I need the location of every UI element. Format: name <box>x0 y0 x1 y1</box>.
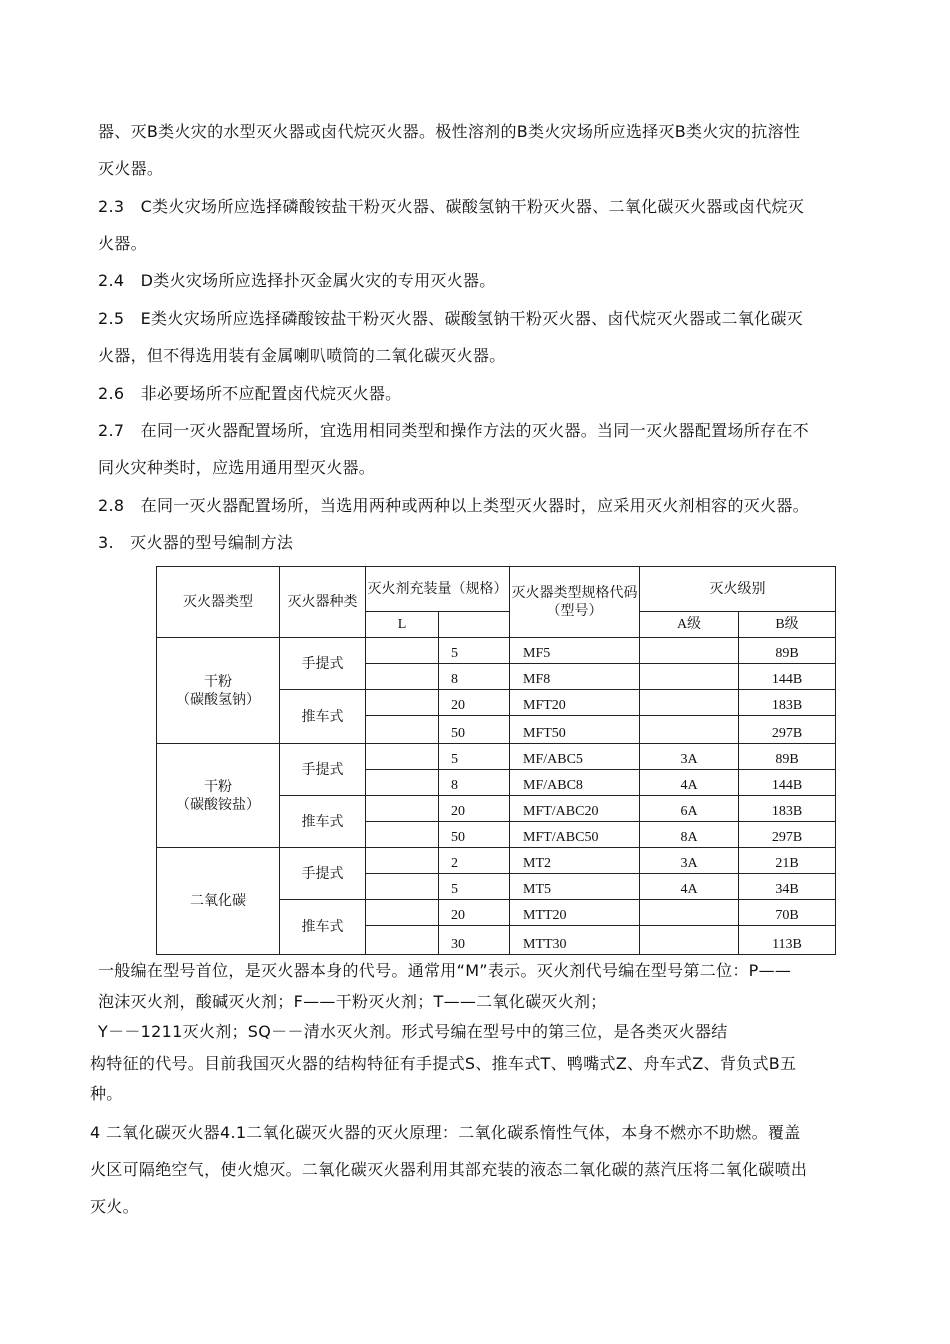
cell-b: 297B <box>739 716 836 744</box>
header-code: 灭火器类型规格代码（型号） <box>510 567 640 638</box>
cell-kg: 50 <box>439 716 510 744</box>
cell-code: MFT20 <box>510 690 640 716</box>
header-level-a: A级 <box>640 612 739 638</box>
paragraph-line: 构特征的代号。目前我国灭火器的结构特征有手提式S、推车式T、鸭嘴式Z、舟车式Z、背负式B五 <box>90 1054 797 1073</box>
group-cell <box>157 744 280 848</box>
cell-a: 6A <box>640 796 739 822</box>
cell-kg: 8 <box>439 770 510 796</box>
cell-kg: 20 <box>439 900 510 926</box>
cell-l <box>366 926 439 955</box>
header-level-b: B级 <box>739 612 836 638</box>
paragraph-line: 种。 <box>90 1084 123 1103</box>
kind-cell: 手提式 <box>280 744 366 796</box>
cell-a: 8A <box>640 822 739 848</box>
cell-b: 89B <box>739 744 836 770</box>
cell-a <box>640 716 739 744</box>
paragraph-line: 同火灾种类时，应选用通用型灭火器。 <box>98 458 376 477</box>
paragraph-line: 4 二氧化碳灭火器4.1二氧化碳灭火器的灭火原理：二氧化碳系惰性气体，本身不燃亦不助燃。覆盖 <box>90 1123 801 1142</box>
cell-kg: 8 <box>439 664 510 690</box>
paragraph-line: 2.7 在同一灭火器配置场所，宜选用相同类型和操作方法的灭火器。当同一灭火器配置场所存在不 <box>98 421 809 440</box>
group-sub: （碳酸铵盐） <box>176 796 260 813</box>
kind-cell: 推车式 <box>280 900 366 955</box>
cell-l <box>366 716 439 744</box>
paragraph-line: 火区可隔绝空气，使火熄灭。二氧化碳灭火器利用其部充装的液态二氧化碳的蒸汽压将二氧化碳喷出 <box>90 1160 808 1179</box>
paragraph-line: 2.3 C类火灾场所应选择磷酸铵盐干粉灭火器、碳酸氢钠干粉灭火器、二氧化碳灭火器或卤代烷灭 <box>98 197 805 216</box>
cell-kg: 5 <box>439 874 510 900</box>
cell-code: MF8 <box>510 664 640 690</box>
cell-b: 21B <box>739 848 836 874</box>
cell-a: 3A <box>640 744 739 770</box>
cell-kg: 20 <box>439 690 510 716</box>
cell-code: MTT20 <box>510 900 640 926</box>
paragraph-line: 2.6 非必要场所不应配置卤代烷灭火器。 <box>98 384 402 403</box>
paragraph-line: 泡沫灭火剂，酸碱灭火剂；F——干粉灭火剂；T——二氧化碳灭火剂； <box>98 992 607 1011</box>
header-unit-l: L <box>366 612 439 638</box>
extinguisher-model-table <box>156 566 836 955</box>
cell-b: 70B <box>739 900 836 926</box>
cell-b: 297B <box>739 822 836 848</box>
cell-kg: 5 <box>439 744 510 770</box>
header-kind: 灭火器种类 <box>280 567 366 638</box>
paragraph-line: 2.8 在同一灭火器配置场所，当选用两种或两种以上类型灭火器时，应采用灭火剂相容的灭火器。 <box>98 496 809 515</box>
cell-l <box>366 848 439 874</box>
paragraph-line: 2.4 D类火灾场所应选择扑灭金属火灾的专用灭火器。 <box>98 271 496 290</box>
cell-b: 144B <box>739 664 836 690</box>
cell-a <box>640 690 739 716</box>
header-type: 灭火器类型 <box>157 567 280 638</box>
cell-a <box>640 926 739 955</box>
cell-b: 183B <box>739 690 836 716</box>
cell-l <box>366 690 439 716</box>
header-unit-kg <box>439 612 510 638</box>
cell-l <box>366 796 439 822</box>
cell-l <box>366 638 439 664</box>
group-name: 干粉 <box>204 673 232 690</box>
paragraph-line: 2.5 E类火灾场所应选择磷酸铵盐干粉灭火器、碳酸氢钠干粉灭火器、卤代烷灭火器或二氧化碳灭 <box>98 309 804 328</box>
cell-l <box>366 900 439 926</box>
paragraph-line: 器、灭B类火灾的水型灭火器或卤代烷灭火器。极性溶剂的B类火灾场所应选择灭B类火灾的抗溶性 <box>98 122 801 141</box>
paragraph-line: 灭火器。 <box>98 159 164 178</box>
cell-a <box>640 638 739 664</box>
cell-a: 4A <box>640 770 739 796</box>
cell-code: MFT/ABC50 <box>510 822 640 848</box>
cell-b: 34B <box>739 874 836 900</box>
header-amount: 灭火剂充装量（规格） <box>366 567 510 612</box>
cell-a: 4A <box>640 874 739 900</box>
cell-b: 183B <box>739 796 836 822</box>
group-name: 干粉 <box>204 778 232 795</box>
cell-kg: 5 <box>439 638 510 664</box>
cell-code: MTT30 <box>510 926 640 955</box>
kind-cell: 手提式 <box>280 638 366 690</box>
cell-a: 3A <box>640 848 739 874</box>
kind-cell: 手提式 <box>280 848 366 900</box>
paragraph-line: 火器，但不得选用装有金属喇叭喷筒的二氧化碳灭火器。 <box>98 346 506 365</box>
cell-b: 89B <box>739 638 836 664</box>
cell-code: MF5 <box>510 638 640 664</box>
cell-code: MT5 <box>510 874 640 900</box>
cell-kg: 20 <box>439 796 510 822</box>
cell-l <box>366 874 439 900</box>
group-sub: （碳酸氢钠） <box>176 691 260 708</box>
cell-l <box>366 770 439 796</box>
cell-l <box>366 744 439 770</box>
cell-code: MT2 <box>510 848 640 874</box>
cell-b: 144B <box>739 770 836 796</box>
kind-cell: 推车式 <box>280 690 366 744</box>
group-cell <box>157 638 280 744</box>
cell-code: MF/ABC5 <box>510 744 640 770</box>
cell-kg: 50 <box>439 822 510 848</box>
cell-a <box>640 664 739 690</box>
cell-code: MF/ABC8 <box>510 770 640 796</box>
paragraph-line: 一般编在型号首位，是灭火器本身的代号。通常用“M”表示。灭火剂代号编在型号第二位：P—— <box>98 961 792 980</box>
paragraph-line: Y－－1211灭火剂；SQ－－清水灭火剂。形式号编在型号中的第三位，是各类灭火器结 <box>98 1022 728 1041</box>
cell-code: MFT50 <box>510 716 640 744</box>
cell-kg: 2 <box>439 848 510 874</box>
paragraph-line: 灭火。 <box>90 1197 139 1216</box>
cell-code: MFT/ABC20 <box>510 796 640 822</box>
cell-l <box>366 664 439 690</box>
paragraph-line: 火器。 <box>98 234 147 253</box>
cell-b: 113B <box>739 926 836 955</box>
group-name: 二氧化碳 <box>190 893 246 909</box>
kind-cell: 推车式 <box>280 796 366 848</box>
group-cell <box>157 848 280 955</box>
cell-a <box>640 900 739 926</box>
section-heading: 3. 灭火器的型号编制方法 <box>98 533 294 552</box>
header-level: 灭火级别 <box>640 567 836 612</box>
cell-kg: 30 <box>439 926 510 955</box>
cell-l <box>366 822 439 848</box>
